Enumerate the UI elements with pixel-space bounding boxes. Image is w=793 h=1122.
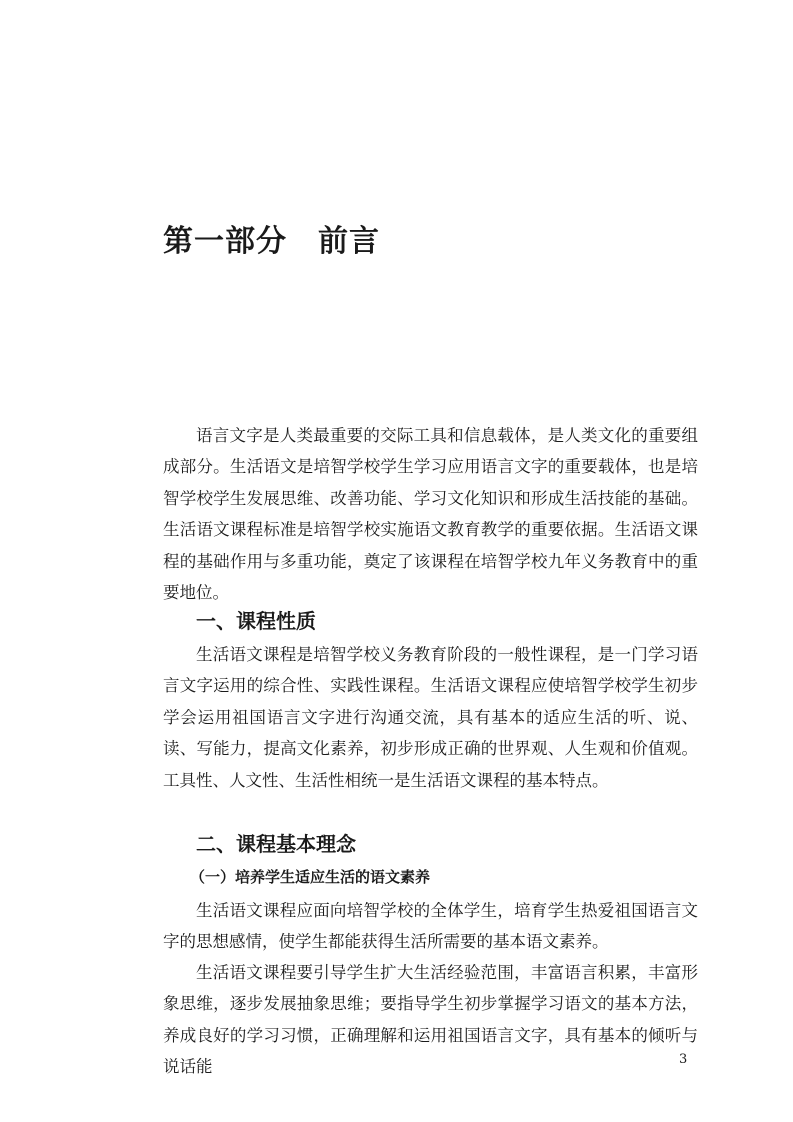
course-nature-paragraph: 生活语文课程是培智学校义务教育阶段的一般性课程，是一门学习语言文字运用的综合性、实践性课程。生活语文课程应使培智学校学生初步学会运用祖国语言文字进行沟通交流，具有基本的适应生活的听、说、读、写能力，提高文化素养，初步形成正确的世界观、人生观和价值观。工具性、人文性、生活性相统一是生活语文课程的基本特点。 [163,645,698,790]
section-heading-basic-concepts: 二、课程基本理念 [196,832,356,856]
part-title: 第一部分 前言 [163,224,380,259]
page-number: 3 [679,1052,688,1067]
intro-paragraph: 语言文字是人类最重要的交际工具和信息载体，是人类文化的重要组成部分。生活语文是培智学校学生学习应用语言文字的重要载体，也是培智学校学生发展思维、改善功能、学习文化知识和形成生活技能的基础。生活语文课程标准是培智学校实施语文教育教学的重要依据。生活语文课程的基础作用与多重功能，奠定了该课程在培智学校九年义务教育中的重要地位。 [163,426,698,603]
basic-concepts-paragraph-1: 生活语文课程应面向培智学校的全体学生，培育学生热爱祖国语言文字的思想感情，使学生都能获得生活所需要的基本语文素养。 [163,901,698,952]
basic-concepts-paragraph-2: 生活语文课程要引导学生扩大生活经验范围，丰富语言积累，丰富形象思维，逐步发展抽象思维；要指导学生初步掌握学习语文的基本方法，养成良好的学习习惯，正确理解和运用祖国语言文字，具有基本的倾听与说话能 [163,963,698,1077]
subsection-heading: （一）培养学生适应生活的语文素养 [190,868,431,886]
section-heading-course-nature: 一、课程性质 [196,609,316,633]
